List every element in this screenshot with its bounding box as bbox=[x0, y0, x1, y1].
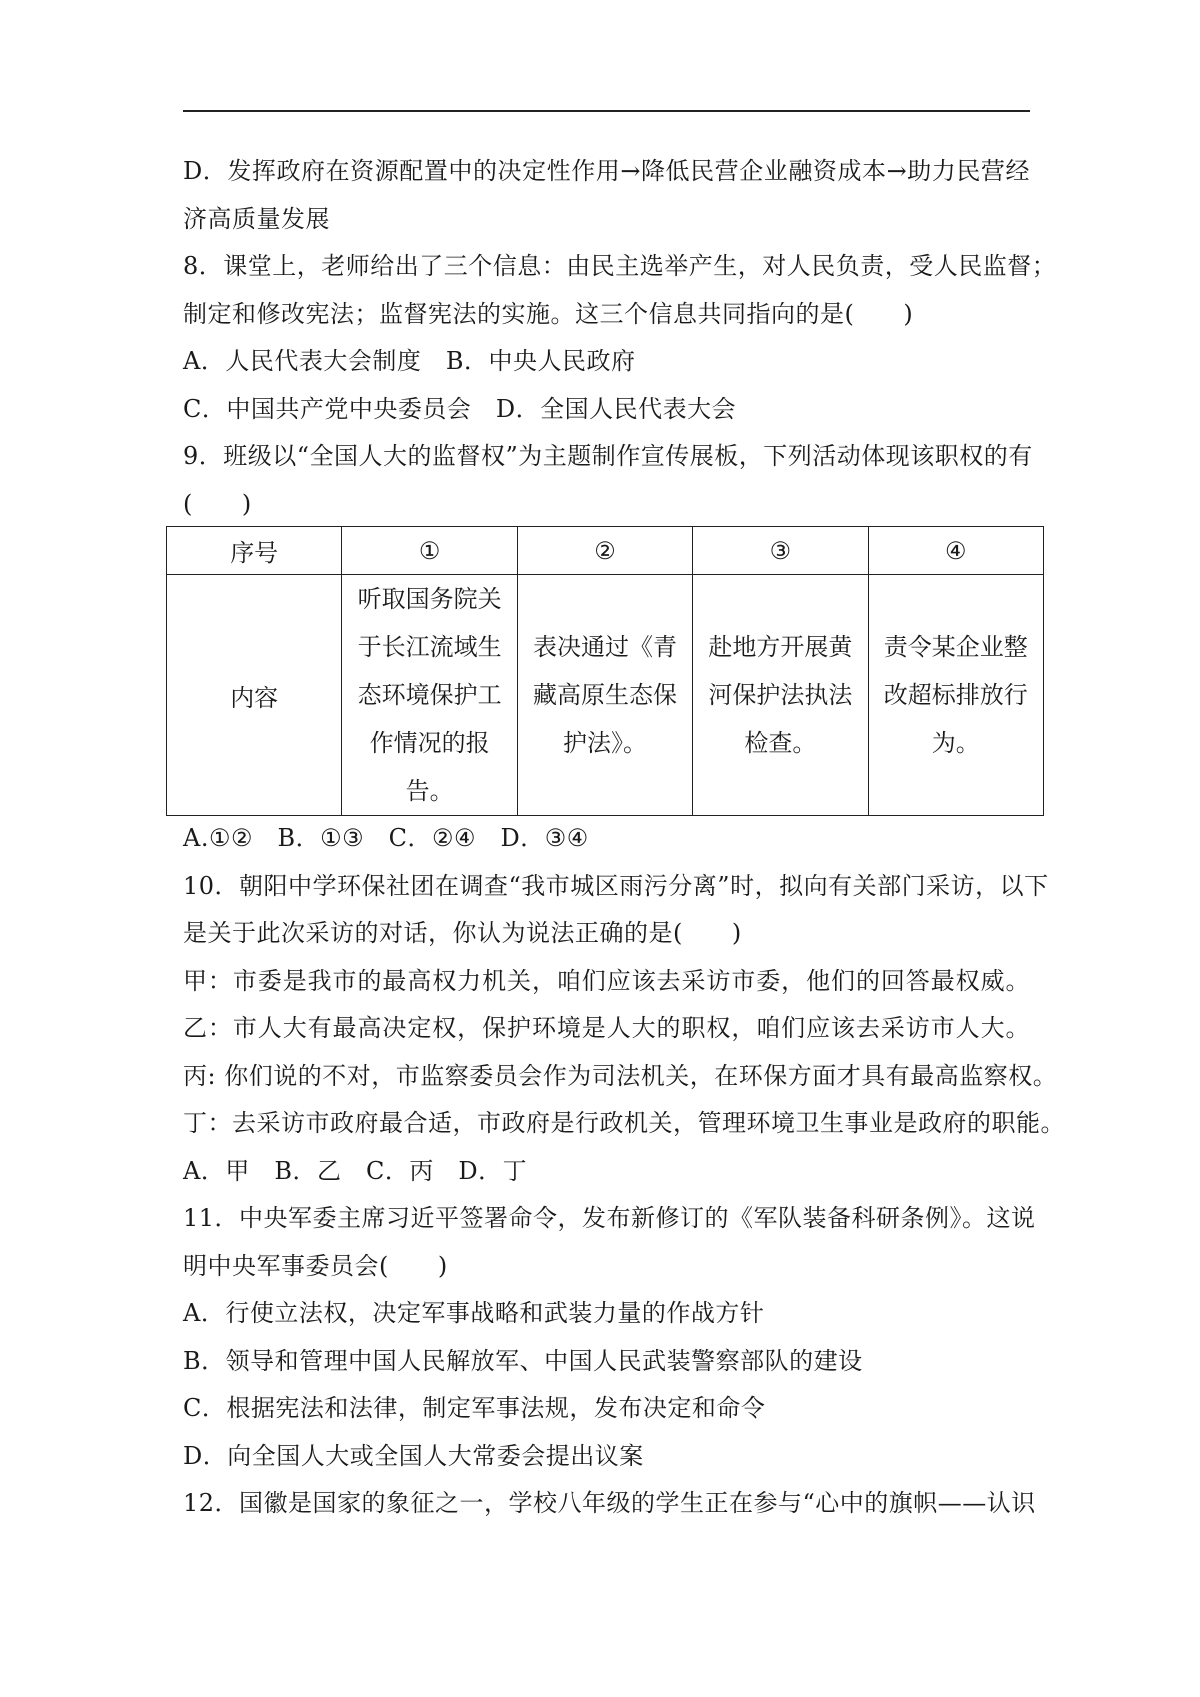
question-text-top bbox=[183, 148, 1057, 528]
table-row-label: 内容 bbox=[167, 575, 342, 816]
table-row bbox=[167, 575, 1044, 816]
table-header-cell: ③ bbox=[693, 527, 868, 575]
question-11-option-a: A．行使立法权，决定军事战略和武装力量的作战方针 bbox=[183, 1299, 765, 1327]
question-9-line-1: 9．班级以“全国人大的监督权”为主题制作宣传展板，下列活动体现该职权的有 bbox=[183, 442, 1033, 470]
table-header-cell: 序号 bbox=[167, 527, 342, 575]
question-9-line-2: ( ) bbox=[183, 489, 252, 518]
table-cell-text: 责令某企业整改超标排放行为。 bbox=[883, 633, 1028, 757]
question-10-statement-ding: 丁：去采访市政府最合适，市政府是行政机关，管理环境卫生事业是政府的职能。 bbox=[183, 1109, 1065, 1137]
question-11-option-b: B．领导和管理中国人民解放军、中国人民武装警察部队的建设 bbox=[183, 1346, 863, 1375]
table-cell-text: 赴地方开展黄河保护法执法检查。 bbox=[708, 633, 853, 757]
question-10-statement-yi: 乙：市人大有最高决定权，保护环境是人大的职权，咱们应该去采访市人大。 bbox=[183, 1014, 1030, 1042]
question-10-statement-bing: 丙: 你们说的不对，市监察委员会作为司法机关，在环保方面才具有最高监察权。 bbox=[183, 1061, 1058, 1090]
table-header-cell: ④ bbox=[868, 527, 1043, 575]
table-cell-text: 听取国务院关于长江流域生态环境保护工作情况的报告。 bbox=[357, 585, 502, 805]
question-9-table bbox=[166, 526, 1044, 816]
question-8-line-2: 制定和修改宪法；监督宪法的实施。这三个信息共同指向的是( ) bbox=[183, 299, 914, 328]
question-10-options: A．甲 B．乙 C．丙 D．丁 bbox=[183, 1156, 528, 1185]
question-10-statement-jia: 甲：市委是我市的最高权力机关，咱们应该去采访市委，他们的回答最权威。 bbox=[183, 966, 1030, 995]
question-10-line-2: 是关于此次采访的对话，你认为说法正确的是( ) bbox=[183, 919, 742, 947]
question-11-line-2: 明中央军事委员会( ) bbox=[183, 1251, 448, 1280]
table-header-cell: ① bbox=[342, 527, 517, 575]
table-header-cell: ② bbox=[517, 527, 692, 575]
question-text-bottom bbox=[183, 815, 1065, 1528]
question-12-line-1: 12．国徽是国家的象征之一，学校八年级的学生正在参与“心中的旗帜——认识 bbox=[183, 1489, 1036, 1517]
table-cell bbox=[342, 575, 517, 816]
header-rule bbox=[183, 110, 1030, 112]
question-10-line-1: 10．朝阳中学环保社团在调查“我市城区雨污分离”时，拟向有关部门采访，以下 bbox=[183, 871, 1049, 900]
option-d-line-2: 济高质量发展 bbox=[183, 204, 330, 233]
table-header-row bbox=[167, 527, 1044, 575]
question-11-line-1: 11．中央军委主席习近平签署命令，发布新修订的《军队装备科研条例》。这说 bbox=[183, 1204, 1036, 1232]
table-cell bbox=[868, 575, 1043, 816]
question-11-option-d: D．向全国人大或全国人大常委会提出议案 bbox=[183, 1441, 644, 1470]
table-cell bbox=[693, 575, 868, 816]
question-11-option-c: C．根据宪法和法律，制定军事法规，发布决定和命令 bbox=[183, 1394, 766, 1422]
table-cell-text: 表决通过《青藏高原生态保护法》。 bbox=[532, 633, 677, 757]
question-8-options-ab: A．人民代表大会制度 B．中央人民政府 bbox=[183, 347, 636, 375]
question-8-line-1: 8．课堂上，老师给出了三个信息：由民主选举产生，对人民负责，受人民监督； bbox=[183, 252, 1057, 280]
table-cell bbox=[517, 575, 692, 816]
question-9-options: A.①② B．①③ C．②④ D．③④ bbox=[183, 824, 589, 852]
option-d-line-1: D．发挥政府在资源配置中的决定性作用→降低民营企业融资成本→助力民营经 bbox=[183, 157, 1030, 185]
question-8-options-cd: C．中国共产党中央委员会 D．全国人民代表大会 bbox=[183, 394, 737, 423]
